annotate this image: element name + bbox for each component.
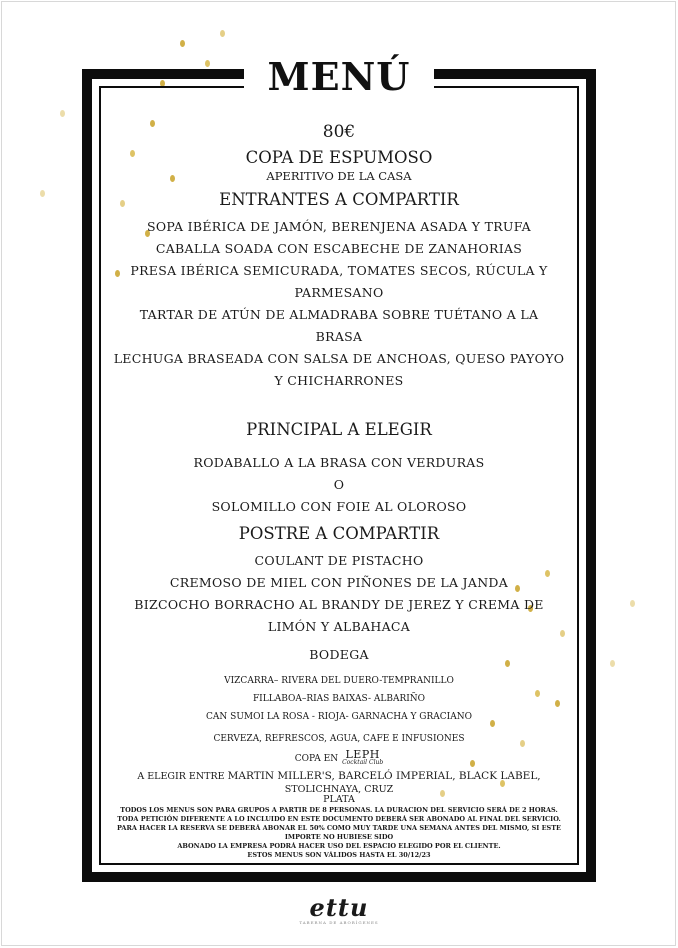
dessert-item: LIMÓN Y ALBAHACA [267,619,411,634]
starter-item: BRASA [315,329,363,344]
ettu-brand: ettu [309,893,369,922]
main-heading: PRINCIPAL A ELEGIR [246,420,432,439]
starters-heading: ENTRANTES A COMPARTIR [219,190,459,209]
menu-title: MENÚ [267,54,411,99]
dessert-heading: POSTRE A COMPARTIR [238,524,440,543]
note-line: ESTOS MENUS SON VÁLIDOS HASTA EL 30/12/23 [247,851,431,859]
main-option-2: SOLOMILLO CON FOIE AL OLOROSO [211,499,467,514]
menu-content [104,122,574,860]
note-line: ABONADO LA EMPRESA PODRÁ HACER USO DEL ESPACIO ELEGIDO POR EL CLIENTE. [177,842,501,850]
drinks-line: CERVEZA, REFRESCOS, AGUA, CAFE E INFUSIONES [213,734,465,744]
ettu-tagline: TABERNA DE ABORÍGENES [299,920,379,925]
dessert-item: BIZCOCHO BORRACHO AL BRANDY DE JEREZ Y CREMA DE [134,597,544,612]
wine-item: VIZCARRA– RIVERA DEL DUERO-TEMPRANILLO [224,676,454,686]
ettu-logo [299,893,379,925]
main-option-1: RODABALLO A LA BRASA CON VERDURAS [193,455,485,470]
spirits-last: PLATA [323,794,355,805]
bodega-heading: BODEGA [309,647,369,662]
dessert-item: CREMOSO DE MIEL CON PIÑONES DE LA JANDA [169,575,509,590]
starter-item: PARMESANO [294,285,384,300]
main-or: O [333,477,345,492]
menu-price: 80€ [322,122,356,142]
welcome-heading: COPA DE ESPUMOSO [245,148,433,167]
starter-item: Y CHICHARRONES [274,373,404,388]
wine-item: FILLABOA–RIAS BAIXAS- ALBARIÑO [252,694,426,704]
wine-item: CAN SUMOI LA ROSA - RIOJA- GARNACHA Y GRACIANO [206,712,472,722]
welcome-sub: APERITIVO DE LA CASA [266,169,412,183]
aleph-logo-text: LEPH [345,748,380,761]
aleph-logo-script: Cocktail Club [342,759,384,766]
note-line: TODOS LOS MENUS SON PARA GRUPOS A PARTIR DE 8 PERSONAS. LA DURACION DEL SERVICIO SERÁ DE 2 HORAS. [120,806,558,814]
starter-item: TARTAR DE ATÚN DE ALMADRABA SOBRE TUÉTANO A LA [139,307,539,322]
starter-item: PRESA IBÉRICA SEMICURADA, TOMATES SECOS, RÚCULA Y [130,263,548,278]
starter-item: LECHUGA BRASEADA CON SALSA DE ANCHOAS, QUESO PAYOYO [113,351,565,366]
starter-item: CABALLA SOADA CON ESCABECHE DE ZANAHORIAS [155,241,523,256]
note-line: TODA PETICIÓN DIFERENTE A LO INCLUIDO EN ESTE DOCUMENTO DEBERÁ SER ABONADO AL FINAL DEL SERVICIO. [117,815,561,823]
spirits-line [104,770,574,796]
spirits-list: MARTIN MILLER'S, BARCELÓ IMPERIAL, BLACK LABEL, [227,770,541,782]
spirits-list-small: STOLICHNAYA, CRUZ [284,784,394,795]
copa-row [104,748,574,770]
copa-label: COPA EN [294,754,339,764]
spirits-prefix: A ELEGIR ENTRE [137,771,225,782]
note-line: PARA HACER LA RESERVA SE DEBERÁ ABONAR EL 50% COMO MUY TARDE UNA SEMANA ANTES DEL MISMO, SI ESTE IMPORTE NO HUBIESE SIDO [116,824,562,841]
starter-item: SOPA IBÉRICA DE JAMÓN, BERENJENA ASADA Y TRUFA [147,219,531,234]
dessert-item: COULANT DE PISTACHO [254,553,424,568]
aleph-logo [342,748,384,767]
